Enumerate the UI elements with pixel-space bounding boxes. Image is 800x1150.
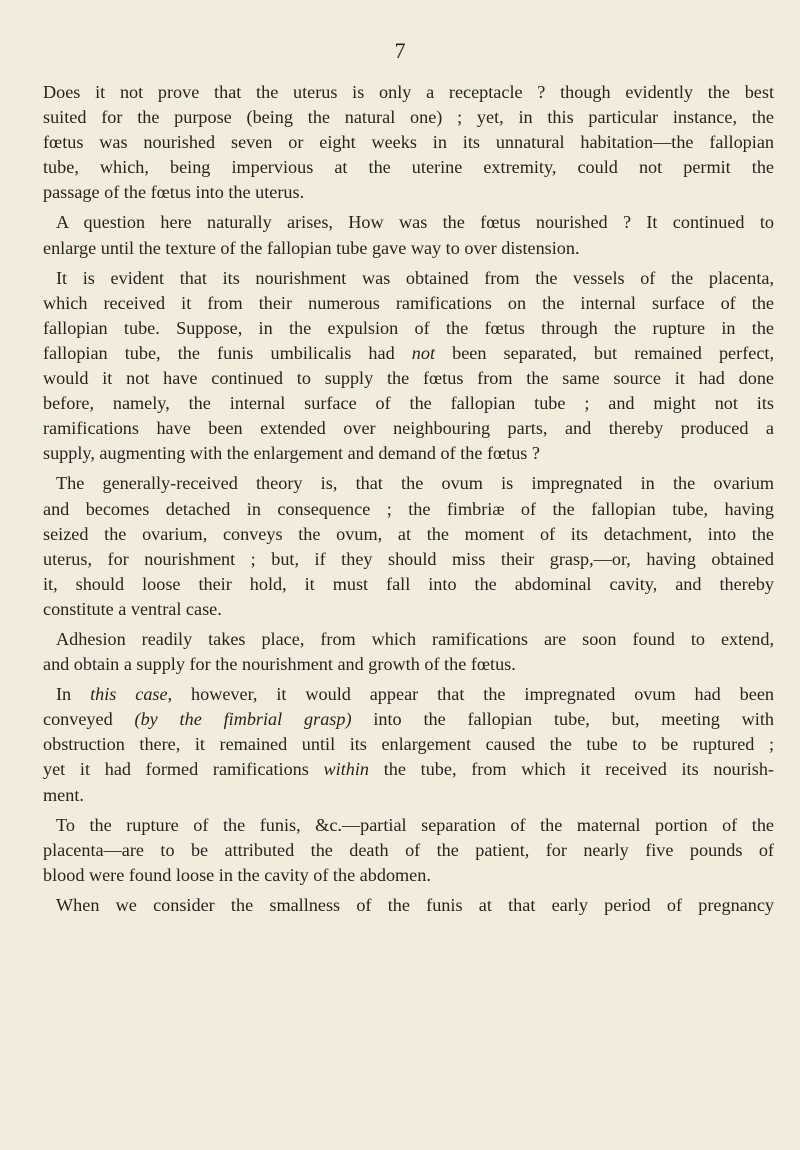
text-line: The generally-received theory is, that the ovum is impregnated in the ovarium xyxy=(56,473,774,494)
text-line: ramifications have been extended over neighbouring parts, and thereby produced a xyxy=(43,418,774,439)
text-segment: In xyxy=(56,684,91,705)
text-line: suited for the purpose (being the natural one) ; yet, in this particular instance, the xyxy=(43,107,774,128)
text-line: uterus, for nourishment ; but, if they should miss their grasp,—or, having obtained xyxy=(43,548,774,569)
text-line: and obtain a supply for the nourishment and growth of the fœtus. xyxy=(43,654,516,675)
text-line xyxy=(43,707,774,732)
text-line: would it not have continued to supply the fœtus from the same source it had done xyxy=(43,368,774,389)
paragraph xyxy=(43,80,774,205)
body-text xyxy=(43,80,774,923)
italic-text: case xyxy=(135,684,168,705)
text-segment: the tube, from which it received its nourish- xyxy=(369,759,774,780)
text-segment xyxy=(116,684,135,704)
paragraph xyxy=(43,682,774,807)
text-line: obstruction there, it remained until its enlargement caused the tube to be ruptured ; xyxy=(43,734,774,755)
text-line: constitute a ventral case. xyxy=(43,598,222,619)
text-segment: , however, it would appear that the impregnated ovum had been xyxy=(167,684,775,705)
text-line: It is evident that its nourishment was obtained from the vessels of the placenta, xyxy=(56,267,774,288)
italic-text: (by the fimbrial grasp) xyxy=(134,709,352,730)
paragraph xyxy=(43,266,774,467)
text-segment: been separated, but remained perfect, xyxy=(435,342,774,363)
text-line: When we consider the smallness of the funis at that early period of pregnancy xyxy=(56,894,774,915)
text-line: before, namely, the internal surface of the fallopian tube ; and might not its xyxy=(43,393,774,414)
italic-text: this xyxy=(90,684,117,705)
text-line: placenta—are to be attributed the death of the patient, for nearly five pounds of xyxy=(43,839,774,860)
text-line: fœtus was nourished seven or eight weeks in its unnatural habitation—the fallopian xyxy=(43,132,774,153)
paragraph xyxy=(43,471,774,622)
text-line xyxy=(43,757,774,782)
page-number: 7 xyxy=(394,38,406,63)
text-line xyxy=(43,682,774,707)
paragraph xyxy=(43,210,774,260)
text-line: blood were found loose in the cavity of the abdomen. xyxy=(43,864,431,885)
text-line: it, should loose their hold, it must fall into the abdominal cavity, and thereby xyxy=(43,573,774,594)
paragraph xyxy=(43,813,774,888)
text-line: Does it not prove that the uterus is only a receptacle ? though evidently the best xyxy=(43,82,774,102)
text-line: enlarge until the texture of the fallopian tube gave way to over distension. xyxy=(43,237,580,258)
text-line: supply, augmenting with the enlargement and demand of the fœtus ? xyxy=(43,443,541,464)
paragraph xyxy=(43,893,774,918)
text-line: A question here naturally arises, How was the fœtus nourished ? It continued to xyxy=(56,212,774,233)
text-line: Adhesion readily takes place, from which ramifications are soon found to extend, xyxy=(56,628,774,649)
paragraph xyxy=(43,627,774,677)
text-line: and becomes detached in consequence ; the fimbriæ of the fallopian tube, having xyxy=(43,498,774,519)
text-segment: yet it had formed ramifications xyxy=(43,759,324,780)
text-line: tube, which, being impervious at the uterine extremity, could not permit the xyxy=(43,157,774,178)
text-line: To the rupture of the funis, &c.—partial separation of the maternal portion of the xyxy=(56,814,774,835)
text-line: which received it from their numerous ramifications on the internal surface of the xyxy=(43,292,774,313)
text-line: passage of the fœtus into the uterus. xyxy=(43,182,305,203)
text-line: ment. xyxy=(43,784,84,805)
text-segment: fallopian tube, the funis umbilicalis had xyxy=(43,342,412,363)
text-segment: conveyed xyxy=(43,709,135,730)
text-line: fallopian tube. Suppose, in the expulsion of the fœtus through the rupture in the xyxy=(43,317,774,338)
text-line: seized the ovarium, conveys the ovum, at the moment of its detachment, into the xyxy=(43,523,774,544)
italic-text: not xyxy=(411,342,436,363)
text-segment: into the fallopian tube, but, meeting with xyxy=(351,709,774,730)
text-line xyxy=(43,341,774,366)
italic-text: within xyxy=(323,759,370,780)
